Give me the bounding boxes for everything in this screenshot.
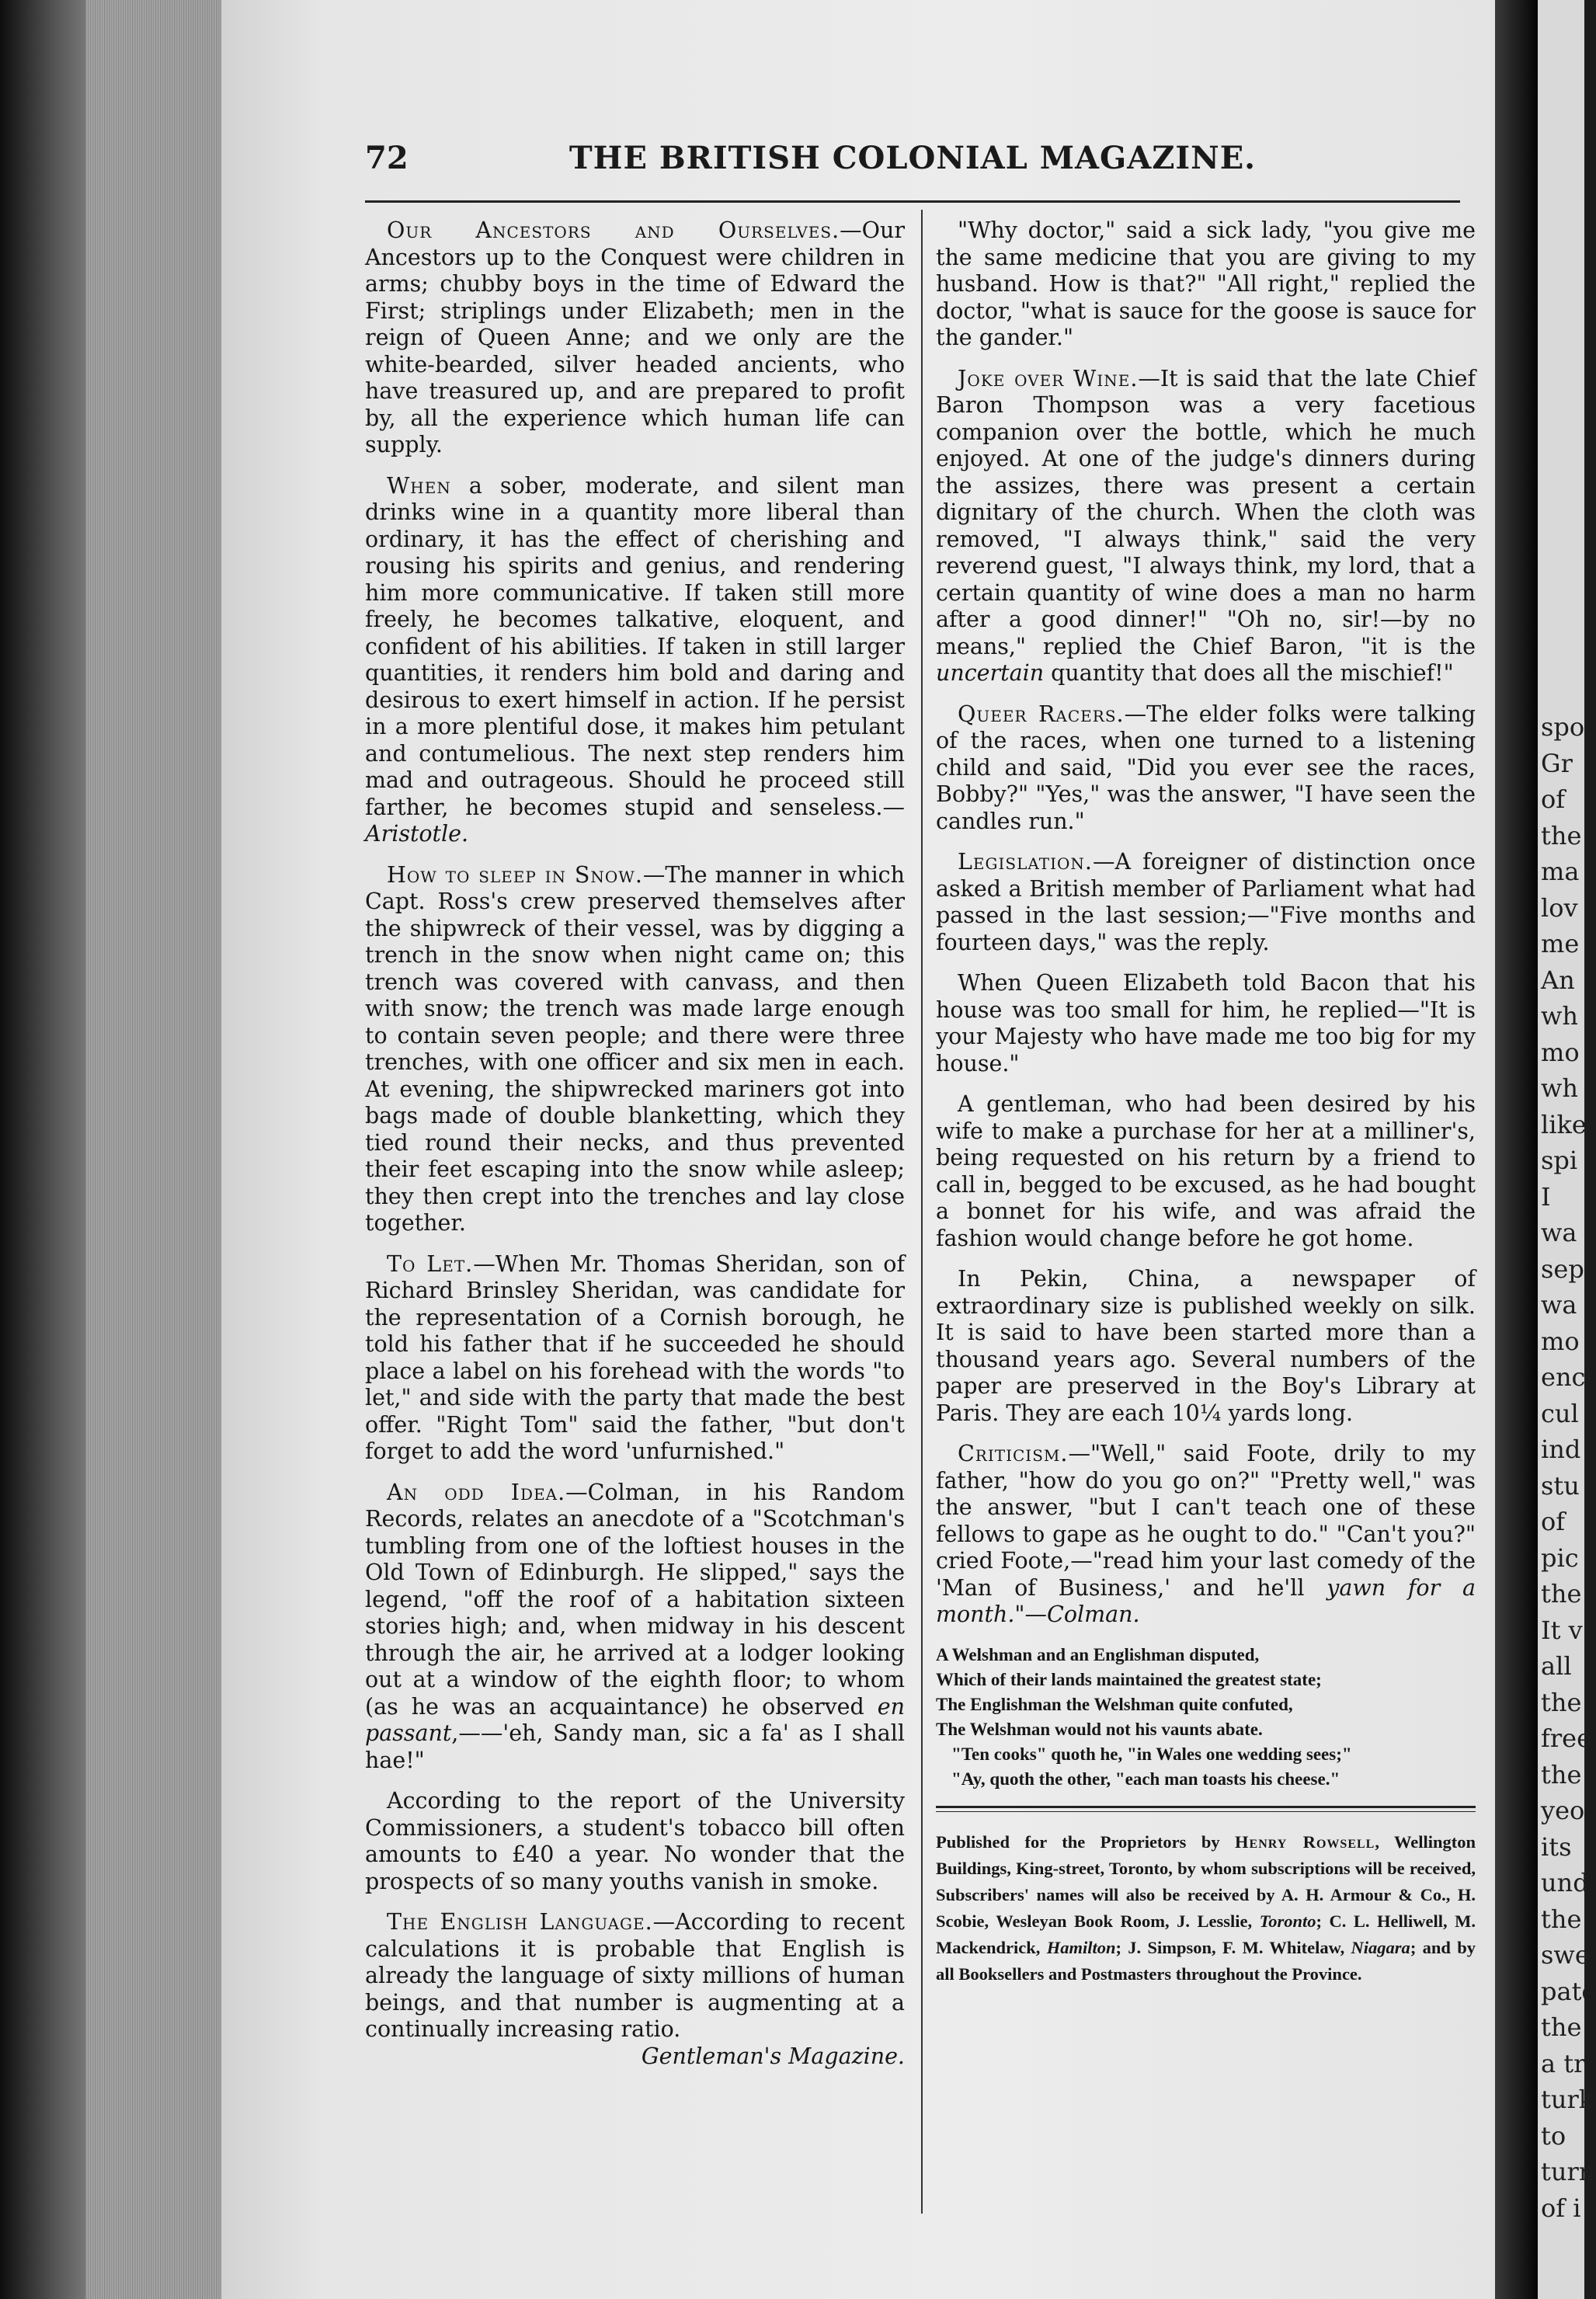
article-body: —A foreigner of distinction once asked a British member of Parliament what had passed in the last session;—"Five months and fourteen days," was the reply. [936,849,1476,955]
next-page-line: all [1541,1651,1572,1681]
article-bacon [936,970,1476,1077]
article-legislation [936,849,1476,956]
poem-line: "Ay, quoth the other, "each man toasts his cheese." [951,1769,1340,1789]
column-rule [921,210,923,2214]
page-number: 72 [365,140,409,176]
article-body: —When Mr. Thomas Sheridan, son of Richard Brinsley Sheridan, was candidate for the representation of a Cornish borough, he told his father that if he succeeded he should place a label on his forehead with the words "to let," and side with the party that made the best offer. "Right Tom" said the father, "but don't forget to add the word 'unfurnished." [365,1250,905,1464]
article-body: —Our Ancestors up to the Conquest were children in arms; chubby boys in the time of Edward the First; striplings under Elizabeth; men in the reign of Queen Anne; and we only are the white-bearded, silver headed ancients, who have treasured up, and are prepared to profit by, all the experience which human life can supply. [365,217,905,457]
next-page-line: ind [1541,1435,1581,1464]
next-page-line: An [1541,965,1575,995]
publisher-text: ; C. L. Helliwell, M. Mackendrick, [936,1911,1476,1957]
publisher-text: , Wellington Buildings, King-street, Toronto, by whom subscriptions will be received, Subscribers' names will also be received by A. H. Armour & Co., H. Scobie, Wesleyan Book Room, J. Lesslie, [936,1831,1476,1931]
article-pekin [936,1266,1476,1427]
header-rule [365,200,1460,203]
article-heading: Queer Racers. [958,701,1125,727]
article-body: In Pekin, China, a newspaper of extraordinary size is published weekly on silk. It is said to have been started more than a thousand years ago. Several numbers of the paper are preserved in the Boy's Library at Paris. They are each 10¼ yards long. [936,1266,1476,1426]
page-edges [85,0,221,2299]
poem-line: The Englishman the Welshman quite confuted, [936,1694,1293,1714]
article-body: —According to recent calculations it is probable that English is already the language of sixty millions of human beings, and that number is augmenting at a continually increasing ratio. [365,1909,905,2042]
next-page-line: mo [1541,1037,1580,1067]
next-page-line: wh [1541,1001,1578,1031]
article-doctor [936,217,1476,352]
article-body: When Queen Elizabeth told Bacon that his house was too small for him, he replied—"It is your Majesty who have made me too big for my house." [936,970,1476,1076]
article-lead-word: When [387,472,451,499]
article-heading: Legislation. [958,849,1093,875]
poem-line: The Welshman would not his vaunts abate. [936,1719,1263,1739]
next-page-line: turn [1541,2157,1595,2186]
next-page-line: the [1541,1759,1582,1789]
next-page-line: of [1541,784,1566,814]
next-page-line: the [1541,1579,1582,1609]
next-page-line: pic [1541,1543,1579,1573]
next-page-line: lov [1541,892,1578,923]
article-body: —Colman, in his Random Records, relates an anecdote of a "Scotchman's tumbling from one of the loftiest houses in the Old Town of Edinburgh. He slipped," says the legend, "off the roof of a habitation sixteen stories high; and, when midway in his descent through the air, he arrived at a lodger looking out at a window of the eighth floor; to whom (as he was an acquaintance) he observed [365,1479,905,1720]
page-header [365,140,1460,186]
article-english-language [365,1909,905,2070]
poem-line: "Ten cooks" quoth he, "in Wales one wedding sees;" [951,1744,1352,1764]
next-page-line: yeo [1541,1796,1585,1825]
next-page-line: und [1541,1868,1589,1897]
article-italic: en passant [365,1693,905,1746]
article-snow [365,862,905,1237]
poem [936,1643,1476,1792]
next-page-line: I [1541,1181,1551,1212]
next-page-line: me [1541,929,1580,958]
article-body: —The elder folks were talking of the races, when one turned to a listening child and said, "Did you ever see the races, Bobby?" "Yes," was the answer, "I have seen the candles run." [936,701,1476,834]
article-to-let [365,1251,905,1466]
right-column [936,217,1476,1988]
next-page-line: a tr [1541,2048,1586,2078]
next-page-line: the [1541,1687,1582,1717]
next-page-line: It v [1541,1615,1583,1645]
publisher-place: Niagara [1351,1937,1410,1957]
article-attribution: Gentleman's Magazine. [641,2043,905,2069]
next-page-line: spi [1541,1146,1578,1175]
article-heading: The English Language. [387,1909,653,1935]
article-heading: Criticism. [958,1441,1069,1466]
next-page-line: of i [1541,2193,1581,2223]
article-body: ,——'eh, Sandy man, sic a fa' as I shall hae!" [365,1720,905,1773]
next-page-line: the [1541,1904,1582,1934]
next-page-line: wh [1541,1073,1578,1103]
article-ancestors [365,217,905,459]
article-body: a sober, moderate, and silent man drinks wine in a quantity more liberal than ordinary, it has the effect of cherishing and rousing his spirits and genius, and rendering him more communicative. If taken still more freely, he becomes talkative, eloquent, and confident of his abilities. If taken in still larger quantities, it renders him bold and daring and desirous to exert himself in action. If he persist in a more plentiful dose, it makes him petulant and contumelious. The next step renders him mad and outrageous. Should he proceed still farther, he becomes stupid and senseless.— [365,472,905,820]
gutter-shadow [1495,0,1538,2299]
article-heading: How to sleep in Snow. [387,861,643,888]
next-page-line: the [1541,820,1582,850]
article-body: quantity that does all the mischief!" [1044,660,1454,686]
next-page-line: pate [1541,1976,1596,2006]
article-italic: uncertain [936,660,1045,686]
article-tobacco [365,1788,905,1895]
next-page-line: Gr [1541,748,1573,778]
article-odd-idea [365,1480,905,1775]
book-binding [0,0,85,2299]
publisher-text: Published for the Proprietors by [936,1831,1236,1852]
poem-line: Which of their lands maintained the greatest state; [936,1669,1322,1689]
next-page-line: stu [1541,1470,1580,1501]
next-page-line: spo [1541,712,1585,742]
left-column [365,217,905,2073]
article-heading: Joke over Wine. [958,365,1139,391]
article-joke-over-wine [936,366,1476,687]
publisher-text: ; J. Simpson, F. M. Whitelaw, [1115,1937,1351,1957]
next-page-line: its [1541,1831,1572,1862]
next-page-line: mo [1541,1326,1580,1356]
next-page-line: the [1541,2012,1582,2042]
next-page-line: wa [1541,1290,1577,1320]
publisher-text: ; and by all Booksellers and Postmasters throughout the Province. [936,1937,1476,1984]
article-body: —"Well," said Foote, drily to my father, "how do you go on?" "Pretty well," was the answer, "but I can't teach one of these fellows to gape as he ought to do." "Can't you?" cried Foote,—"read him your last comedy of the 'Man of Business,' and he'll [936,1441,1476,1601]
poem-line: A Welshman and an Englishman disputed, [936,1644,1260,1664]
article-heading: Our Ancestors and Ourselves. [387,217,840,243]
publisher-notice [936,1829,1476,1988]
article-bonnet [936,1091,1476,1252]
next-page-line: wa [1541,1218,1577,1247]
article-criticism [936,1441,1476,1629]
article-attribution: Aristotle. [365,821,469,847]
next-page-line: to [1541,2120,1566,2151]
next-page-fragment [1538,0,1596,2299]
article-heading: An odd Idea. [387,1479,566,1505]
double-rule [936,1806,1476,1812]
publisher-name: Henry Rowsell [1235,1831,1375,1852]
article-body: A gentleman, who had been desired by his wife to make a purchase for her at a milliner's, being requested on his return by a friend to call in, begged to be excused, as he had bought a bonnet for his wife, and was afraid the fashion would change before he got home. [936,1091,1476,1251]
article-italic: yawn for a month."—Colman. [936,1574,1476,1627]
magazine-title: THE BRITISH COLONIAL MAGAZINE. [569,140,1257,176]
article-queer-racers [936,701,1476,836]
article-body: According to the report of the University Commissioners, a student's tobacco bill often amounts to £40 a year. No wonder that the prospects of so many youths vanish in smoke. [365,1788,905,1894]
next-page-line: turk [1541,2085,1594,2114]
article-body: —The manner in which Capt. Ross's crew preserved themselves after the shipwreck of their vessel, was by digging a trench in the snow when night came on; this trench was covered with canvass, and then with snow; the trench was made large enough to contain seven people; and there were three trenches, with one officer and six men in each. At evening, the shipwrecked mariners got into bags made of double blanketting, which they tied round their necks, and thus prevented their feet escaping into the snow while asleep; they then crept into the trenches and lay close together. [365,861,905,1236]
next-page-line: ma [1541,857,1580,886]
next-page-line: like [1541,1109,1587,1139]
next-page-line: enc [1541,1362,1586,1392]
next-page-line: sep [1541,1254,1584,1284]
next-page-line: swe [1541,1940,1590,1970]
next-page-line: of [1541,1507,1566,1536]
article-wine [365,473,905,848]
publisher-place: Toronto [1259,1911,1316,1931]
publisher-place: Hamilton [1046,1937,1116,1957]
article-heading: To Let. [387,1250,474,1277]
article-body: —It is said that the late Chief Baron Thompson was a very facetious companion over the bottle, which he much enjoyed. At one of the judge's dinners during the assizes, there was present a certain dignitary of the church. When the cloth was removed, "I always think," said the very reverend guest, "I always think, my lord, that a certain quantity of wine does a man no harm after a good dinner!" "Oh no, sir!—by no means," replied the Chief Baron, "it is the [936,365,1476,659]
next-page-line: cul [1541,1398,1579,1428]
article-body: "Why doctor," said a sick lady, "you give me the same medicine that you are giving to my husband. How is that?" "All right," replied the doctor, "what is sauce for the goose is sauce for the gander." [936,217,1476,350]
next-page-line: free [1541,1723,1592,1753]
